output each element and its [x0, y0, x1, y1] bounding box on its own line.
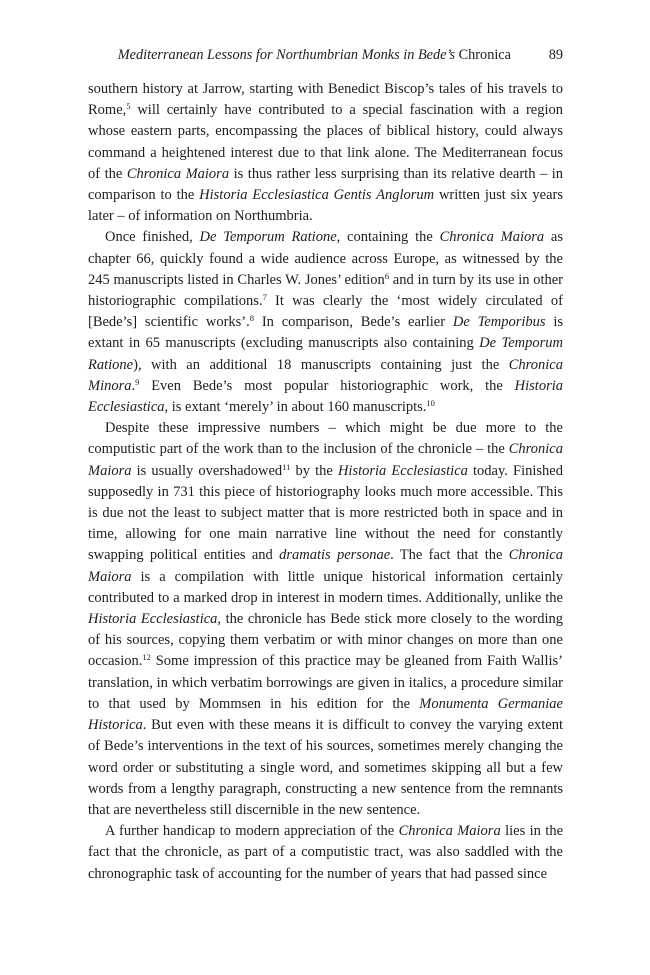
running-head	[88, 45, 563, 65]
text-run: and in turn by its use in other historiographic compilations.	[88, 271, 563, 310]
running-title-chronica: Chronica	[458, 47, 511, 63]
paragraph	[88, 79, 563, 227]
italic-text: Chronica Maiora	[88, 547, 563, 585]
text-run: Some impression of this practice may be gleaned from Faith Wallis’ translation, in which verbatim borrowings are given in italics, a procedure similar to that used by Mommsen in his edition for the	[88, 653, 563, 712]
paragraph	[88, 418, 563, 821]
body-text	[88, 79, 563, 885]
text-run: will certainly have contributed to a special fascination with a region whose eastern parts, encompassing the places of biblical history, could always command a heightened interest due to that link alone. The Mediterranean focus of the	[88, 102, 563, 182]
text-run: lies in the fact that the chronicle, as part of a computistic tract, was also saddled with the chronographic task of accounting for the number of years that had passed since	[88, 823, 564, 882]
text-run: A further handicap to modern appreciation of the	[105, 823, 399, 840]
italic-text: Chronica Minora	[88, 356, 563, 394]
italic-text: Chronica Maiora	[88, 441, 563, 479]
italic-text: De Temporum Ratione	[88, 335, 563, 373]
paragraph	[88, 227, 563, 418]
text-run: southern history at Jarrow, starting with Benedict Biscop’s tales of his travels to Rome,	[88, 81, 563, 119]
text-run: written just six years later – of information on Northumbria.	[88, 187, 563, 225]
text-run: In comparison, Bede’s earlier	[254, 314, 453, 331]
running-title-text: Mediterranean Lessons for Northumbrian Monks in Bede’s	[117, 47, 459, 63]
text-run: ), with an additional 18 manuscripts containing just the	[133, 356, 509, 373]
text-run: by the	[290, 462, 338, 479]
text-run: It was clearly the ‘most widely circulated of [Bede’s] scientific works’.	[88, 293, 563, 331]
text-run: is a compilation with little unique historical information certainly contributed to a marked drop in interest in modern times. Additionally, unlike the	[88, 568, 563, 606]
footnote-ref: 6	[384, 270, 390, 281]
italic-text: Chronica Maiora	[439, 229, 545, 246]
italic-text: Historia Ecclesiastica	[337, 462, 468, 479]
text-run: .	[131, 377, 136, 394]
footnote-ref: 8	[249, 313, 255, 324]
page-number: 89	[548, 47, 563, 63]
footnote-ref: 7	[262, 292, 267, 303]
text-run: as chapter 66, quickly found a wide audience across Europe, as witnessed by the 245 manuscripts listed in Charles W. Jones’ edition	[88, 229, 563, 288]
italic-text: Chronica Maiora	[398, 823, 501, 840]
italic-text: De Temporibus	[452, 314, 546, 331]
text-run: . But even with these means it is difficult to convey the varying extent of Bede’s interventions in the text of his sources, sometimes merely changing the word order or substituting a single word, and sometimes skipping all but a few words from a lengthy paragraph, constructing a new sentence from the remnants that are nevertheless still discernible in the new sentence.	[88, 717, 563, 818]
italic-text: Historia Ecclesiastica	[88, 377, 563, 416]
footnote-ref: 12	[142, 652, 151, 663]
footnote-ref: 5	[126, 101, 131, 112]
footnote-ref: 9	[135, 376, 140, 387]
footnote-ref: 11	[282, 461, 291, 472]
text-run: Despite these impressive numbers – which might be due more to the computistic part of the work than to the inclusion of the chronicle – the	[88, 420, 563, 458]
text-run: today. Finished supposedly in 731 this piece of historiography looks much more accessible. This is due not the least to subject matter that is more restricted both in space and in time, allowing for one main narrative line without the need for constantly swapping political entities and	[88, 462, 563, 564]
text-run: Once finished,	[105, 229, 200, 246]
footnote-ref: 10	[426, 398, 435, 409]
text-run: , is extant ‘merely’ in about 160 manuscripts.	[164, 399, 427, 416]
text-run: is usually overshadowed	[131, 462, 283, 479]
italic-text: dramatis personae	[279, 547, 391, 564]
italic-text: Monumenta Germaniae Historica	[88, 695, 563, 734]
text-run: is thus rather less surprising than its relative dearth – in comparison to the	[88, 165, 564, 204]
text-run: . The fact that the	[390, 547, 509, 564]
running-title	[118, 45, 511, 65]
text-run: , containing the	[336, 229, 440, 246]
italic-text: De Temporum Ratione	[199, 229, 337, 246]
text-run: is extant in 65 manuscripts (excluding manuscripts also containing	[88, 314, 564, 352]
paragraph	[88, 821, 563, 885]
italic-text: Chronica Maiora	[126, 165, 230, 182]
text-run: Even Bede’s most popular historiographic work, the	[139, 377, 515, 394]
italic-text: Historia Ecclesiastica	[88, 611, 218, 628]
text-run: , the chronicle has Bede stick more closely to the wording of his sources, copying them verbatim or with minor changes on more than one occasion.	[88, 611, 563, 670]
italic-text: Historia Ecclesiastica Gentis Anglorum	[199, 187, 435, 204]
